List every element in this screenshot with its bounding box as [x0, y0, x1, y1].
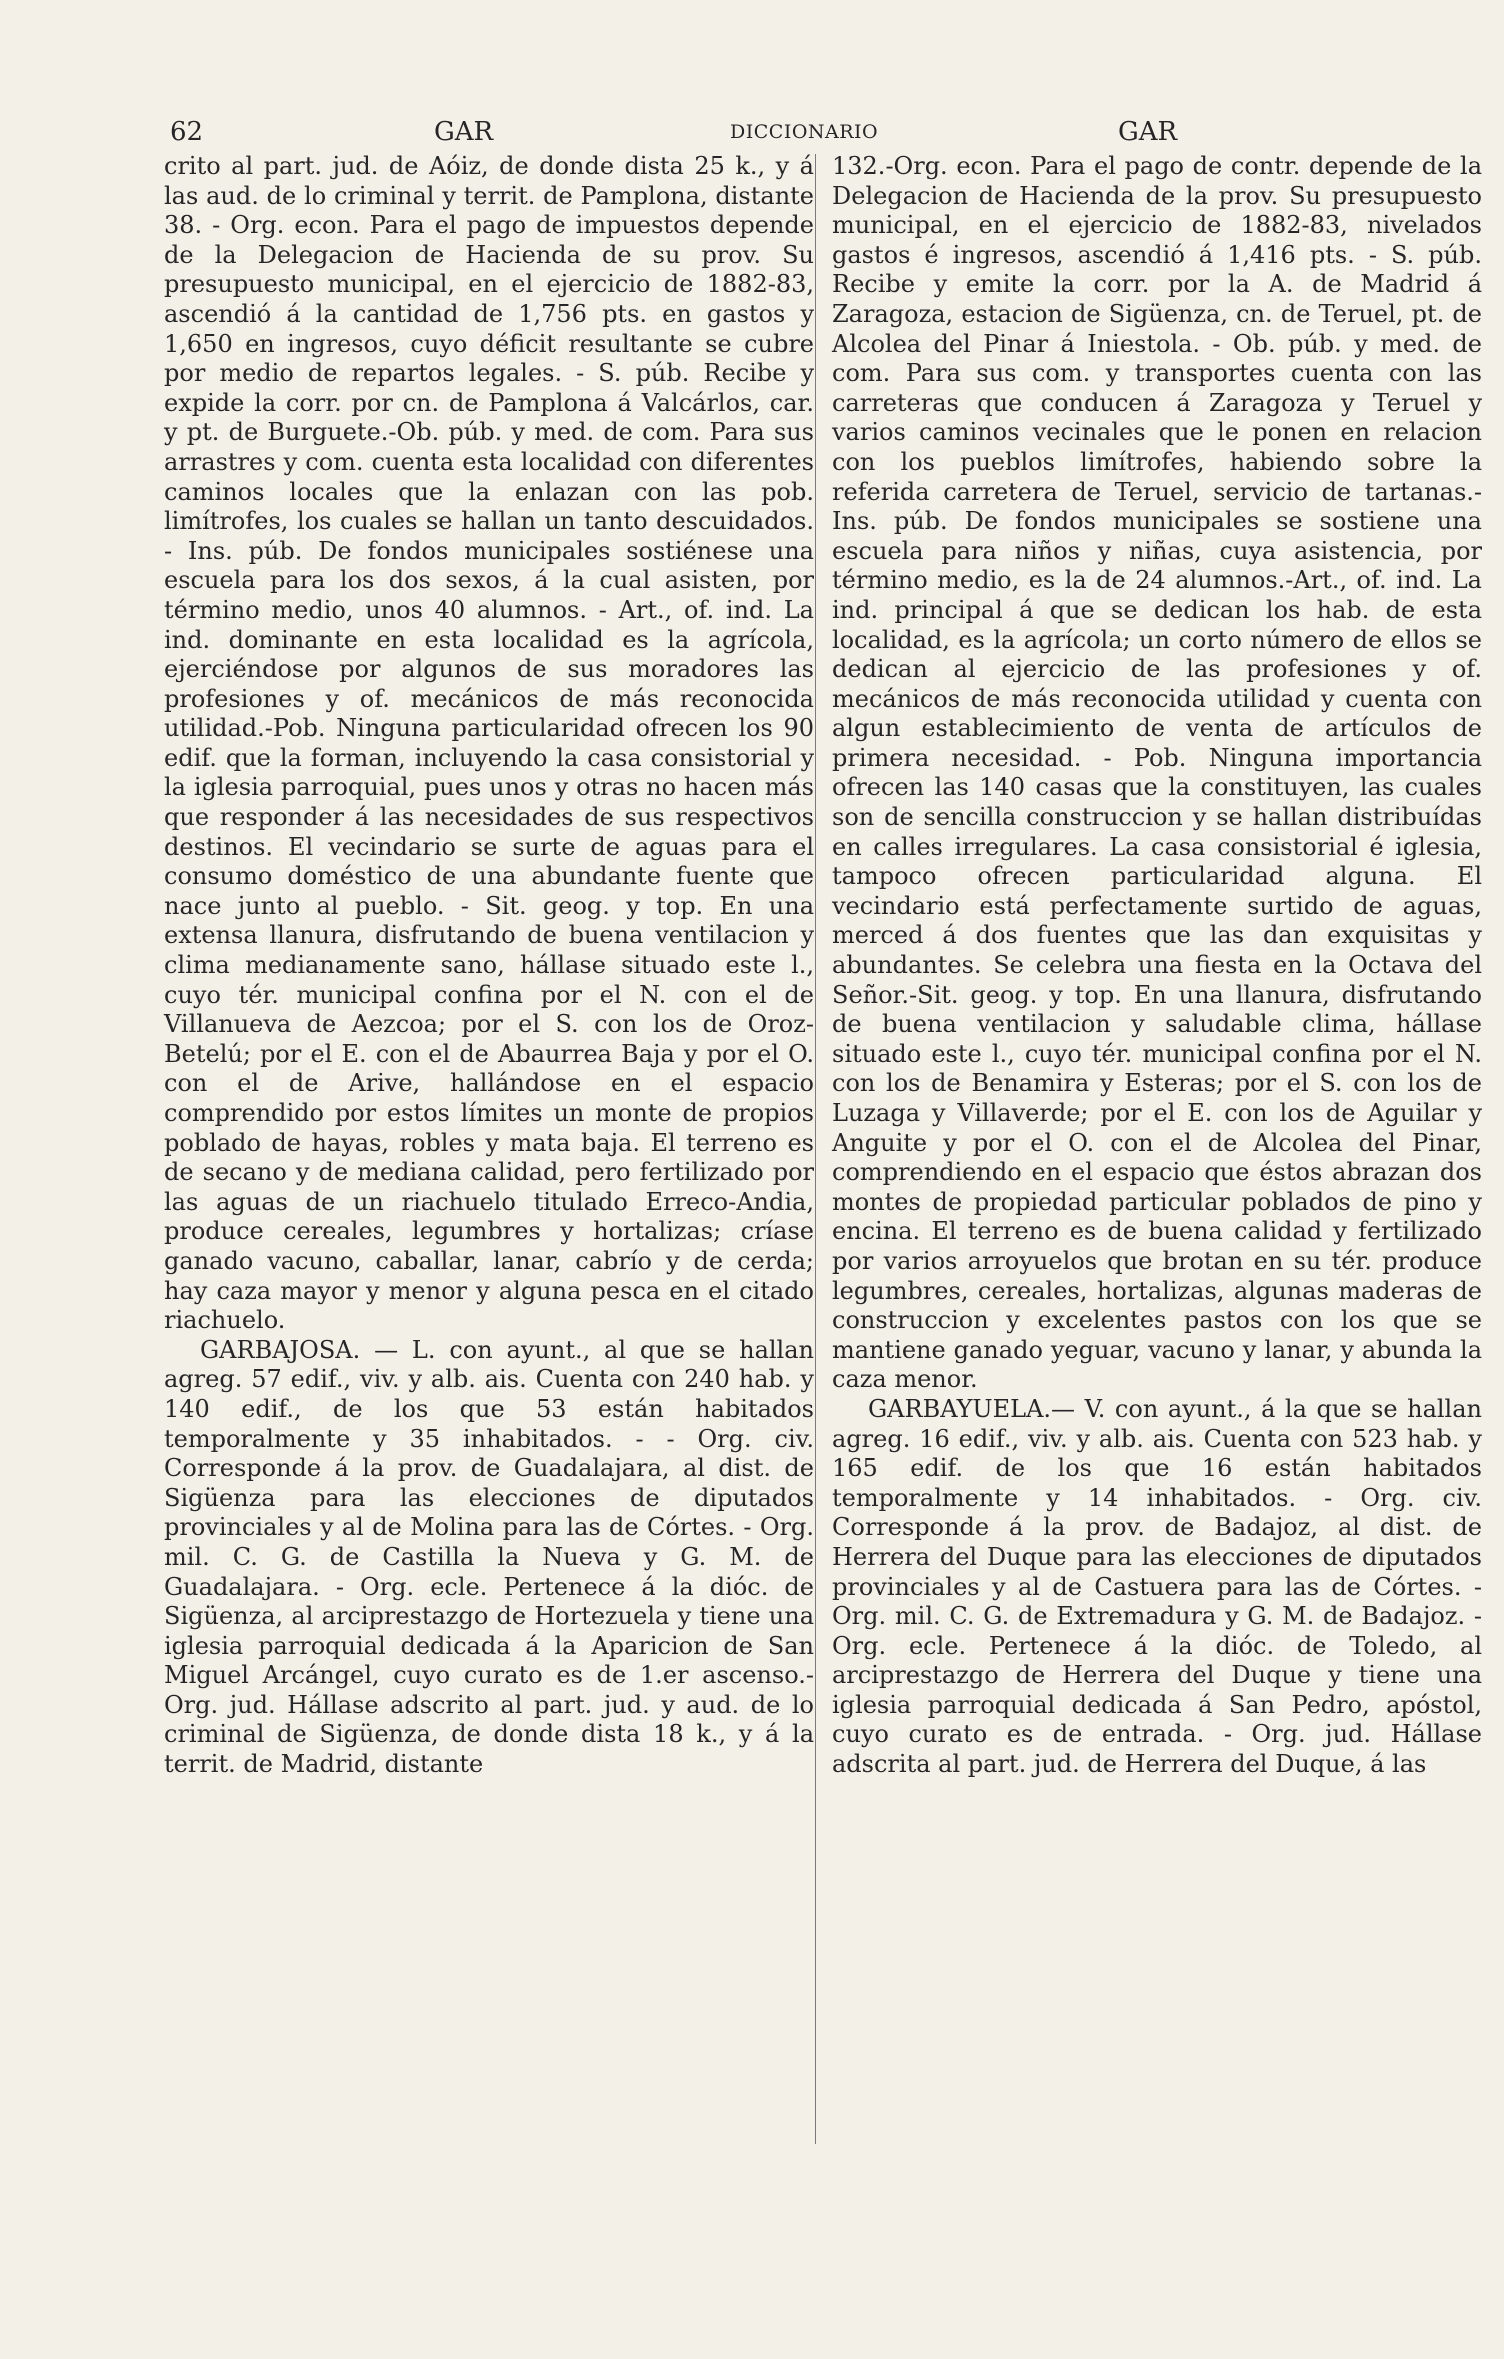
left-column: [164, 152, 814, 1780]
header-left-word: GAR: [434, 117, 494, 147]
right-column: [832, 152, 1482, 1780]
entry-garbajosa: GARBAJOSA. — L. con ayunt., al que se hallan agreg. 57 edif., viv. y alb. ais. Cuenta con 240 hab. y 140 edif., de los que 53 están habitados temporalmente y 35 inhabitados. - - Org. civ. Corresponde á la prov. de Guadalajara, al dist. de Sigüenza para las elecciones de diputados provinciales y al de Molina para las de Córtes. - Org. mil. C. G. de Castilla la Nueva y G. M. de Guadalajara. - Org. ecle. Pertenece á la dióc. de Sigüenza, al arciprestazgo de Hortezuela y tiene una iglesia parroquial dedicada á la Aparicion de San Miguel Arcángel, cuyo curato es de 1.er ascenso.-Org. jud. Hállase adscrito al part. jud. y aud. de lo criminal de Sigüenza, de donde dista 18 k., y á la territ. de Madrid, distante: [164, 1335, 814, 1779]
left-column-paragraph: crito al part. jud. de Aóiz, de donde dista 25 k., y á las aud. de lo criminal y territ. de Pamplona, distante 38. - Org. econ. Para el pago de impuestos depende de la Delegacion de Hacienda de su prov. Su presupuesto municipal, en el ejercicio de 1882-83, ascendió á la cantidad de 1,756 pts. en gastos y 1,650 en ingresos, cuyo déficit resultante se cubre por medio de repartos legales. - S. púb. Recibe y expide la corr. por cn. de Pamplona á Valcárlos, car. y pt. de Burguete.-Ob. púb. y med. de com. Para sus arrastres y com. cuenta esta localidad con diferentes caminos locales que la enlazan con las pob. limítrofes, los cuales se hallan un tanto descuidados. - Ins. púb. De fondos municipales sostiénese una escuela para los dos sexos, á la cual asisten, por término medio, unos 40 alumnos. - Art., of. ind. La ind. dominante en esta localidad es la agrícola, ejerciéndose por algunos de sus moradores las profesiones y of. mecánicos de más reconocida utilidad.-Pob. Ninguna particularidad ofrecen los 90 edif. que la forman, incluyendo la casa consistorial y la iglesia parroquial, pues unos y otras no hacen más que responder á las necesidades de sus respectivos destinos. El vecindario se surte de aguas para el consumo doméstico de una abundante fuente que nace junto al pueblo. - Sit. geog. y top. En una extensa llanura, disfrutando de buena ventilacion y clima medianamente sano, hállase situado este l., cuyo tér. municipal confina por el N. con el de Villanueva de Aezcoa; por el S. con los de Oroz-Betelú; por el E. con el de Abaurrea Baja y por el O. con el de Arive, hallándose en el espacio comprendido por estos límites un monte de propios poblado de hayas, robles y mata baja. El terreno es de secano y de mediana calidad, pero fertilizado por las aguas de un riachuelo titulado Erreco-Andia, produce cereales, legumbres y hortalizas; críase ganado vacuno, caballar, lanar, cabrío y de cerda; hay caza mayor y menor y alguna pesca en el citado riachuelo.: [164, 152, 814, 1335]
running-header: [0, 112, 1504, 152]
page-number: 62: [170, 117, 204, 147]
header-title: DICCIONARIO: [730, 121, 879, 143]
entry-garbayuela: GARBAYUELA.— V. con ayunt., á la que se hallan agreg. 16 edif., viv. y alb. ais. Cuenta con 523 hab. y 165 edif. de los que 16 están habitados temporalmente y 14 inhabitados. - Org. civ. Corresponde á la prov. de Badajoz, al dist. de Herrera del Duque para las elecciones de diputados provinciales y al de Castuera para las de Córtes. -Org. mil. C. G. de Extremadura y G. M. de Badajoz. -Org. ecle. Pertenece á la dióc. de Toledo, al arciprestazgo de Herrera del Duque y tiene una iglesia parroquial dedicada á San Pedro, apóstol, cuyo curato es de entrada. - Org. jud. Hállase adscrita al part. jud. de Herrera del Duque, á las: [832, 1394, 1482, 1779]
column-divider: [815, 154, 816, 2144]
right-column-paragraph: 132.-Org. econ. Para el pago de contr. depende de la Delegacion de Hacienda de la prov. Su presupuesto municipal, en el ejercicio de 1882-83, nivelados gastos é ingresos, ascendió á 1,416 pts. - S. púb. Recibe y emite la corr. por la A. de Madrid á Zaragoza, estacion de Sigüenza, cn. de Teruel, pt. de Alcolea del Pinar á Iniestola. - Ob. púb. y med. de com. Para sus com. y transportes cuenta con las carreteras que conducen á Zaragoza y Teruel y varios caminos vecinales que le ponen en relacion con los pueblos limítrofes, habiendo sobre la referida carretera de Teruel, servicio de tartanas.-Ins. púb. De fondos municipales se sostiene una escuela para niños y niñas, cuya asistencia, por término medio, es la de 24 alumnos.-Art., of. ind. La ind. principal á que se dedican los hab. de esta localidad, es la agrícola; un corto número de ellos se dedican al ejercicio de las profesiones y of. mecánicos de más reconocida utilidad y cuenta con algun establecimiento de venta de artículos de primera necesidad. - Pob. Ninguna importancia ofrecen las 140 casas que la constituyen, las cuales son de sencilla construccion y se hallan distribuídas en calles irregulares. La casa consistorial é iglesia, tampoco ofrecen particularidad alguna. El vecindario está perfectamente surtido de aguas, merced á dos fuentes que las dan exquisitas y abundantes. Se celebra una fiesta en la Octava del Señor.-Sit. geog. y top. En una llanura, disfrutando de buena ventilacion y saludable clima, hállase situado este l., cuyo tér. municipal confina por el N. con los de Benamira y Esteras; por el S. con los de Luzaga y Villaverde; por el E. con los de Aguilar y Anguite y por el O. con el de Alcolea del Pinar, comprendiendo en el espacio que éstos abrazan dos montes de propiedad particular poblados de pino y encina. El terreno es de buena calidad y fertilizado por varios arroyuelos que brotan en su tér. produce legumbres, cereales, hortalizas, algunas maderas de construccion y excelentes pastos con los que se mantiene ganado yeguar, vacuno y lanar, y abunda la caza menor.: [832, 152, 1482, 1394]
header-right-word: GAR: [1118, 117, 1178, 147]
